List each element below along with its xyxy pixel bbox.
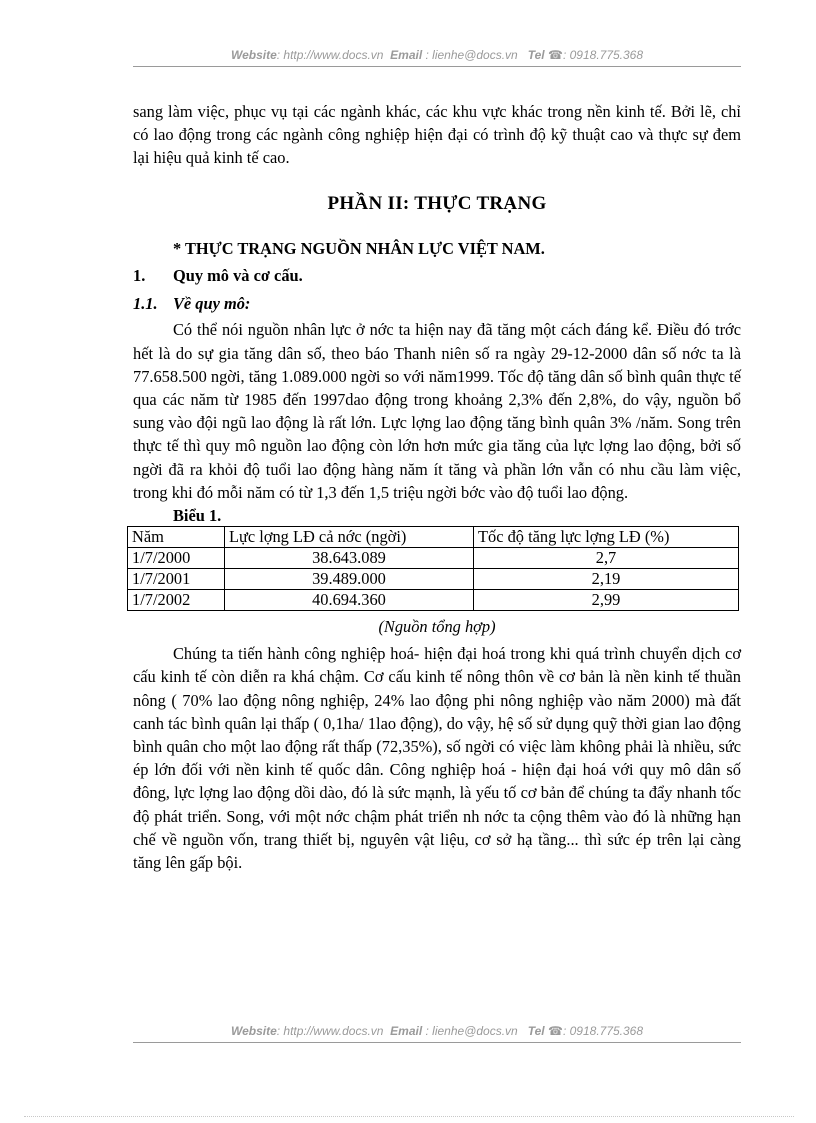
header-rule: [133, 66, 741, 67]
body-paragraph-2: Chúng ta tiến hành công nghiệp hoá- hiện đại hoá trong khi quá trình chuyển dịch cơ cấu kinh tế còn diễn ra khá chậm. Cơ cấu kinh tế nông thôn về cơ bản là nền kinh tế thuần nông ( 70% lao động nông nghiệp, 24% lao động phi nông nghiệp vào năm 2000) mà đất canh tác bình quân lại thấp ( 0,1ha/ 1lao động), do vậy, hệ số sử dụng quỹ thời gian lao động bình quân cho một lao động rất thấp (72,35%), số ngời có việc làm không phải là nhiều, sức ép lớn đối với nền kinh tế quốc dân. Công nghiệp hoá - hiện đại hoá với quy mô dân số đông, lực lợng lao động dồi dào, đó là sức mạnh, là yếu tố cơ bản để chúng ta đẩy nhanh tốc độ phát triển. Song, với một nớc chậm phát triển nh nớc ta cộng thêm vào đó là những hạn chế về nguồn vốn, trang thiết bị, nguyên vật liệu, cơ sở hạ tầng... thì sức ép trên lại càng tăng lên gấp bội.: [133, 644, 741, 873]
header-email-value: : lienhe@docs.vn: [422, 48, 518, 62]
table-header-row: [128, 527, 739, 548]
footer-email-value: : lienhe@docs.vn: [422, 1024, 518, 1038]
footer-website-label: Website: [230, 1024, 277, 1038]
table-cell-labor: 40.694.360: [225, 590, 474, 611]
table-cell-labor: 39.489.000: [225, 569, 474, 590]
header-website-label: Website: [230, 48, 277, 62]
table-cell-rate: 2,19: [474, 569, 739, 590]
subsection-heading: [133, 292, 741, 315]
table-header-cell: Lực lợng LĐ cả nớc (ngời): [225, 527, 474, 548]
phone-icon: ☎: [548, 48, 563, 62]
subsection-number: 1.1.: [133, 294, 158, 314]
page-bottom-rule: [24, 1116, 794, 1117]
section-number: 1.: [133, 266, 146, 286]
header-email-label: Email: [390, 48, 423, 62]
page-footer: [133, 1024, 741, 1038]
table-row: [128, 590, 739, 611]
table-row: [128, 548, 739, 569]
subheading: * THỰC TRẠNG NGUỒN NHÂN LỰC VIỆT NAM.: [173, 238, 545, 258]
section-title: Quy mô và cơ cấu.: [173, 266, 303, 286]
header-tel-value: : 0918.775.368: [562, 48, 644, 62]
labor-force-table: [127, 526, 739, 611]
table-cell-year: 1/7/2002: [128, 590, 225, 611]
table-source: (Nguồn tổng hợp): [378, 617, 496, 637]
footer-website-url: : http://www.docs.vn: [276, 1024, 384, 1038]
intro-paragraph: sang làm việc, phục vụ tại các ngành khác, các khu vực khác trong nền kinh tế. Bởi lẽ, chỉ có lao động trong các ngành công nghiệp hiện đại có trình độ kỹ thuật cao và thực sự đem lại hiệu quả kinh tế cao.: [133, 102, 741, 168]
header-tel-label: Tel: [527, 48, 545, 62]
table-cell-year: 1/7/2001: [128, 569, 225, 590]
footer-email-label: Email: [390, 1024, 423, 1038]
part-title: PHẦN II: THỰC TRẠNG: [327, 192, 547, 214]
header-website-url: : http://www.docs.vn: [276, 48, 384, 62]
table-caption: Biểu 1.: [173, 506, 222, 526]
phone-icon: ☎: [548, 1024, 563, 1038]
page-header: [133, 48, 741, 62]
table-row: [128, 569, 739, 590]
table-cell-rate: 2,99: [474, 590, 739, 611]
table-header-cell: Năm: [128, 527, 225, 548]
footer-tel-value: : 0918.775.368: [562, 1024, 644, 1038]
table-cell-rate: 2,7: [474, 548, 739, 569]
document-body: [133, 100, 741, 874]
footer-tel-label: Tel: [527, 1024, 545, 1038]
footer-rule: [133, 1042, 741, 1043]
body-paragraph-1: Có thể nói nguồn nhân lực ở nớc ta hiện nay đã tăng một cách đáng kể. Điều đó trớc hết là do sự gia tăng dân số, theo báo Thanh niên số ra ngày 29-12-2000 dân số nớc ta là 77.658.500 ngời, tăng 1.089.000 ngời so với năm1999. Tốc độ tăng dân số bình quân thực tế qua các năm từ 1985 đến 1997dao động trong khoảng 2,3% đến 2,8%, do vậy, nguồn bổ sung vào đội ngũ lao động là rất lớn. Lực lợng lao động tăng bình quân 3% /năm. Song trên thực tế thì quy mô nguồn lao động còn lớn hơn mức gia tăng của lực lợng lao động, bởi số ngời đã ra khỏi độ tuổi lao động hàng năm ít tăng và phần lớn vẫn có nhu cầu làm việc, trong khi đó mỗi năm có từ 1,3 đến 1,5 triệu ngời bớc vào độ tuổi lao động.: [133, 320, 741, 502]
table-header-cell: Tốc độ tăng lực lợng LĐ (%): [474, 527, 739, 548]
section-heading: [133, 264, 741, 287]
table-cell-year: 1/7/2000: [128, 548, 225, 569]
subsection-title: Về quy mô:: [173, 294, 251, 314]
table-cell-labor: 38.643.089: [225, 548, 474, 569]
